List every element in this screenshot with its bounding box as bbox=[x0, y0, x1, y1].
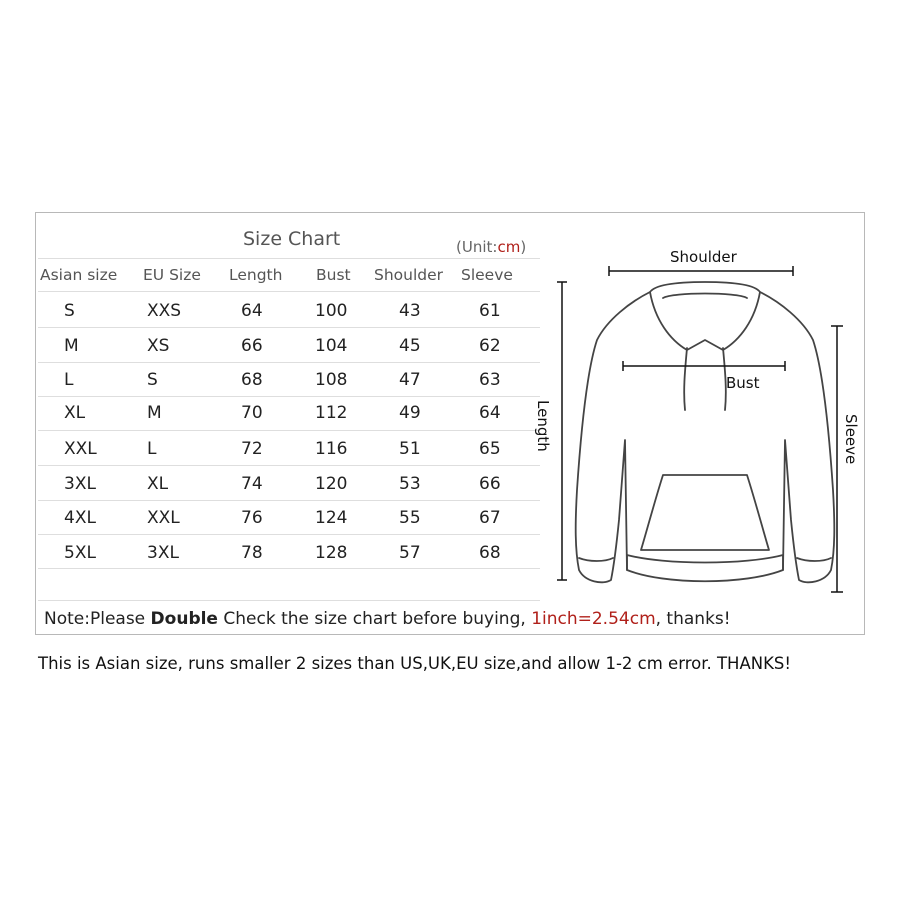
grid-line bbox=[38, 600, 540, 601]
grid-line bbox=[38, 500, 540, 501]
chart-title: Size Chart bbox=[243, 228, 341, 250]
table-cell: 74 bbox=[241, 474, 263, 494]
table-cell: 65 bbox=[479, 439, 501, 459]
table-cell: S bbox=[147, 370, 158, 390]
grid-line bbox=[38, 534, 540, 535]
column-header: Sleeve bbox=[461, 266, 513, 284]
table-cell: 5XL bbox=[64, 543, 96, 563]
table-cell: 53 bbox=[399, 474, 421, 494]
table-cell: L bbox=[64, 370, 74, 390]
table-cell: 43 bbox=[399, 301, 421, 321]
table-cell: 47 bbox=[399, 370, 421, 390]
table-cell: 70 bbox=[241, 403, 263, 423]
table-cell: 3XL bbox=[64, 474, 96, 494]
table-cell: 57 bbox=[399, 543, 421, 563]
table-cell: XS bbox=[147, 336, 170, 356]
table-cell: 64 bbox=[241, 301, 263, 321]
table-cell: S bbox=[64, 301, 75, 321]
table-cell: XXL bbox=[147, 508, 180, 528]
table-cell: 3XL bbox=[147, 543, 179, 563]
table-cell: 45 bbox=[399, 336, 421, 356]
table-cell: 104 bbox=[315, 336, 348, 356]
grid-line bbox=[38, 430, 540, 431]
table-cell: 120 bbox=[315, 474, 348, 494]
table-cell: 66 bbox=[479, 474, 501, 494]
hoodie-hood bbox=[650, 282, 760, 350]
bust-label: Bust bbox=[726, 374, 760, 392]
table-cell: 63 bbox=[479, 370, 501, 390]
table-cell: 66 bbox=[241, 336, 263, 356]
table-cell: 124 bbox=[315, 508, 348, 528]
table-cell: 78 bbox=[241, 543, 263, 563]
table-cell: 108 bbox=[315, 370, 348, 390]
length-label: Length bbox=[534, 400, 552, 452]
table-cell: 76 bbox=[241, 508, 263, 528]
shoulder-label: Shoulder bbox=[670, 248, 737, 266]
hoodie-drawstrings bbox=[684, 348, 726, 410]
table-cell: 68 bbox=[241, 370, 263, 390]
note-text: Note:Please Double Check the size chart before buying, 1inch=2.54cm, thanks! bbox=[44, 609, 731, 629]
column-header: Length bbox=[229, 266, 283, 284]
column-header: Asian size bbox=[40, 266, 118, 284]
table-cell: 68 bbox=[479, 543, 501, 563]
table-cell: XL bbox=[64, 403, 86, 423]
table-cell: 112 bbox=[315, 403, 348, 423]
table-cell: 128 bbox=[315, 543, 348, 563]
table-cell: 72 bbox=[241, 439, 263, 459]
column-header: EU Size bbox=[143, 266, 201, 284]
grid-line bbox=[38, 396, 540, 397]
footer-text: This is Asian size, runs smaller 2 sizes than US,UK,EU size,and allow 1-2 cm error. THANKS! bbox=[38, 654, 791, 673]
unit-label: (Unit:cm) bbox=[456, 238, 527, 256]
table-cell: 49 bbox=[399, 403, 421, 423]
grid-line bbox=[38, 465, 540, 466]
table-cell: XXS bbox=[147, 301, 182, 321]
hoodie-outline bbox=[576, 292, 835, 582]
grid-line bbox=[38, 362, 540, 363]
table-cell: M bbox=[64, 336, 79, 356]
grid-line bbox=[38, 258, 540, 259]
grid-line bbox=[38, 327, 540, 328]
table-cell: M bbox=[147, 403, 162, 423]
hoodie-diagram bbox=[545, 240, 865, 600]
table-cell: 116 bbox=[315, 439, 348, 459]
grid-line bbox=[38, 291, 540, 292]
hoodie-waistband bbox=[627, 555, 783, 570]
table-cell: 55 bbox=[399, 508, 421, 528]
table-cell: 100 bbox=[315, 301, 348, 321]
table-cell: XXL bbox=[64, 439, 97, 459]
hoodie-pocket bbox=[641, 475, 769, 550]
table-cell: 61 bbox=[479, 301, 501, 321]
table-cell: 67 bbox=[479, 508, 501, 528]
sleeve-label: Sleeve bbox=[842, 414, 860, 465]
grid-line bbox=[38, 568, 540, 569]
table-cell: 4XL bbox=[64, 508, 96, 528]
table-cell: 64 bbox=[479, 403, 501, 423]
column-header: Shoulder bbox=[374, 266, 444, 284]
table-cell: XL bbox=[147, 474, 169, 494]
table-cell: 62 bbox=[479, 336, 501, 356]
table-cell: 51 bbox=[399, 439, 421, 459]
table-cell: L bbox=[147, 439, 157, 459]
column-header: Bust bbox=[316, 266, 351, 284]
